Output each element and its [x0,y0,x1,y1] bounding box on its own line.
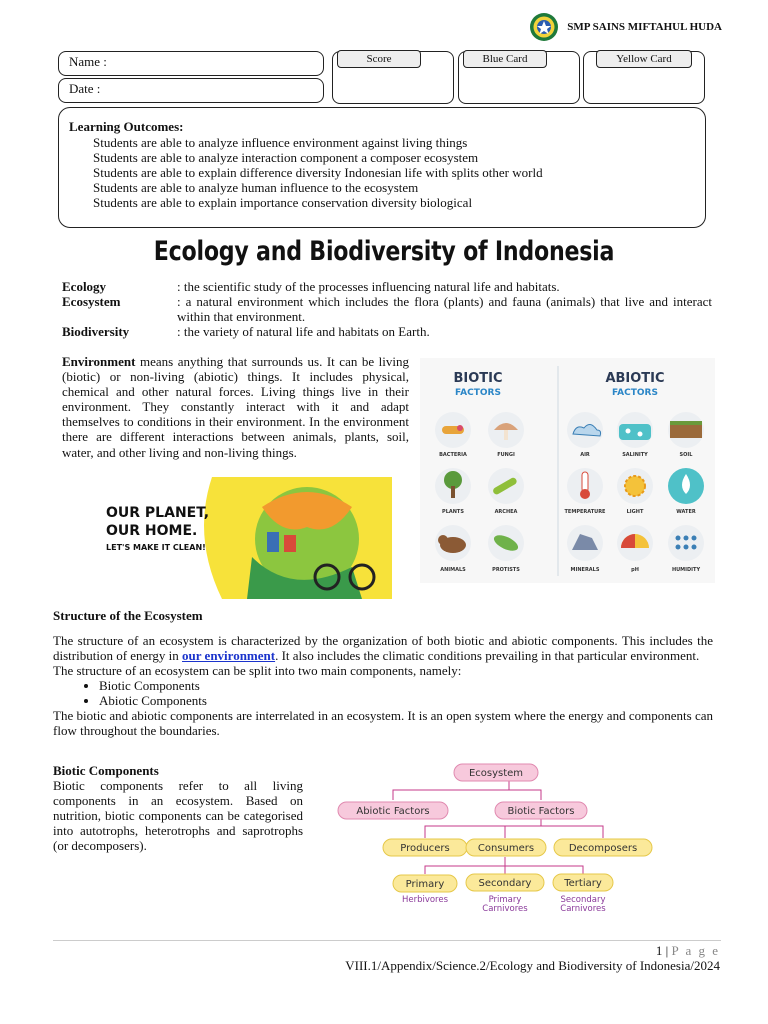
fungi-icon [488,412,524,448]
minerals-icon [567,525,603,561]
structure-body [53,633,713,738]
abiotic-label: MINERALS [570,567,600,573]
outcome-item: Students are able to analyze human influence to the ecosystem [93,180,419,195]
definition-desc: : a natural environment which includes the flora (plants) and fauna (animals) that live and interact within that environment. [177,294,712,324]
definition-row [62,279,712,294]
bacteria-icon [435,412,471,448]
biotic-heading: Biotic Components [53,763,159,778]
page-word: P a g e [671,943,720,958]
tree-secondary: Secondary [478,878,532,889]
outcome-item: Students are able to analyze interaction component a composer ecosystem [93,150,479,165]
salinity-icon [617,412,653,448]
outcome-item: Students are able to explain importance conservation diversity biological [93,195,473,210]
bullet-item: • Abiotic Components [99,693,713,708]
biotic-label: PLANTS [442,509,464,515]
abiotic-label: LIGHT [626,509,644,515]
light-icon [617,468,653,504]
tree-consumers: Consumers [477,843,535,854]
animals-icon [435,525,471,561]
archea-icon [488,468,524,504]
structure-p1-after: . It also includes the climatic conditions prevailing in that particular environment. [275,648,700,663]
page-number-sep: | [662,943,672,958]
definition-row [62,294,712,324]
environment-paragraph [62,354,409,460]
water-icon [668,468,704,504]
biotic-label: FUNGI [497,452,515,458]
biotic-label: BACTERIA [439,452,467,458]
our-environment-link[interactable]: our environment [182,648,276,663]
plants-icon [435,468,471,504]
abiotic-label: pH [631,567,639,573]
structure-p3: The biotic and abiotic components are interrelated in an ecosystem. It is an open system where the energy and components can flow throughout the boundaries. [53,708,713,738]
score-box[interactable] [332,51,454,104]
outcomes-title: Learning Outcomes: [69,119,184,134]
tree-tertiary: Tertiary [564,878,602,889]
structure-heading-wrap [53,608,713,623]
name-label: Name : [69,54,107,69]
definition-term: Ecology [62,279,107,294]
tree-carnivores-1: Carnivores [482,904,528,914]
footer-divider [53,940,721,941]
name-field[interactable] [58,51,324,76]
temperature-icon [567,468,603,504]
tree-abiotic-factors: Abiotic Factors [356,806,430,817]
humidity-icon [668,525,704,561]
biotic-title: BIOTIC [453,371,503,386]
tree-carnivores-2: Carnivores [560,904,606,914]
abiotic-label: TEMPERATURE [564,509,606,515]
biotic-label: PROTISTS [492,567,520,573]
biotic-label: ANIMALS [440,567,466,573]
abiotic-label: SALINITY [622,452,648,458]
structure-p2: The structure of an ecosystem can be split into two main components, namely: [53,663,462,678]
abiotic-title: ABIOTIC [605,371,665,386]
school-name: SMP SAINS MIFTAHUL HUDA [567,21,722,33]
tree-root: Ecosystem [468,768,524,779]
school-header [529,12,722,42]
abiotic-label: WATER [676,509,696,515]
tree-secondary-sub: Secondary [560,895,606,905]
outcome-item: Students are able to explain difference diversity Indonesian life with splits other world [93,165,543,180]
structure-p1 [53,633,713,663]
biotic-components [53,763,303,853]
tree-biotic-factors: Biotic Factors [507,806,575,817]
bullet-item: • Biotic Components [99,678,713,693]
our-planet-banner [62,477,392,599]
definition-row [62,324,712,339]
banner-line1: OUR PLANET, [106,505,210,521]
date-field[interactable] [58,78,324,103]
structure-p1-before: The structure of an ecosystem is characterized by the organization of both biotic and abiotic components. This includes the distribution of energy in [53,633,713,663]
blue-card-label: Blue Card [463,50,547,68]
biotic-text: Biotic components refer to all living components in an ecosystem. Based on nutrition, biotic components can be categorised into autotrophs, heterotrophs and saprotrophs (or decomposers). [53,778,303,853]
abiotic-label: AIR [580,452,590,458]
outcome-item: Students are able to analyze influence environment against living things [93,135,468,150]
protists-icon [488,525,524,561]
definition-term: Ecosystem [62,294,121,309]
definition-term: Biodiversity [62,324,130,339]
structure-bullets [53,678,713,708]
yellow-card-label: Yellow Card [596,50,692,68]
date-label: Date : [69,81,101,96]
structure-heading: Structure of the Ecosystem [53,608,203,623]
ecosystem-tree-diagram [333,760,663,920]
definition-desc: : the variety of natural life and habitats on Earth. [177,324,430,339]
footer-reference: VIII.1/Appendix/Science.2/Ecology and Biodiversity of Indonesia/2024 [345,958,720,973]
score-label: Score [337,50,421,68]
blue-card-box[interactable] [458,51,580,104]
ph-icon [617,525,653,561]
abiotic-subtitle: FACTORS [612,388,658,398]
biotic-subtitle: FACTORS [455,388,501,398]
air-icon [567,412,603,448]
banner-line3: LET'S MAKE IT CLEAN! [106,543,206,552]
tree-decomposers: Decomposers [568,843,638,854]
environment-term: Environment [62,354,136,369]
environment-text: means anything that surrounds us. It can be living (biotic) or non-living (abiotic) things. It includes physical, chemical and other natural forces. Living things live in their environment. They constantly interact with it and adapt themselves to conditions in their environment. In the environment there are different interactions between animals, plants, soil, water, and other living and non-living things. [62,354,409,460]
page-title: Ecology and Biodiversity of Indonesia [153,236,615,267]
tree-producers: Producers [400,843,450,854]
page-number [656,943,720,959]
definition-desc: : the scientific study of the processes influencing natural life and habitats. [177,279,560,294]
abiotic-label: SOIL [679,452,693,458]
yellow-card-box[interactable] [583,51,705,104]
definitions [62,279,712,339]
school-seal-icon [529,12,559,42]
outcomes-list [69,135,695,210]
banner-line2: OUR HOME. [106,523,198,539]
biotic-abiotic-infographic [420,358,715,583]
tree-primary: Primary [405,879,445,890]
tree-herbivores: Herbivores [401,895,449,905]
biotic-label: ARCHEA [494,509,518,515]
learning-outcomes [58,107,706,228]
page-number-value: 1 [655,943,663,958]
soil-icon [668,412,704,448]
tree-primary-sub: Primary [488,895,522,905]
abiotic-label: HUMIDITY [671,567,701,573]
